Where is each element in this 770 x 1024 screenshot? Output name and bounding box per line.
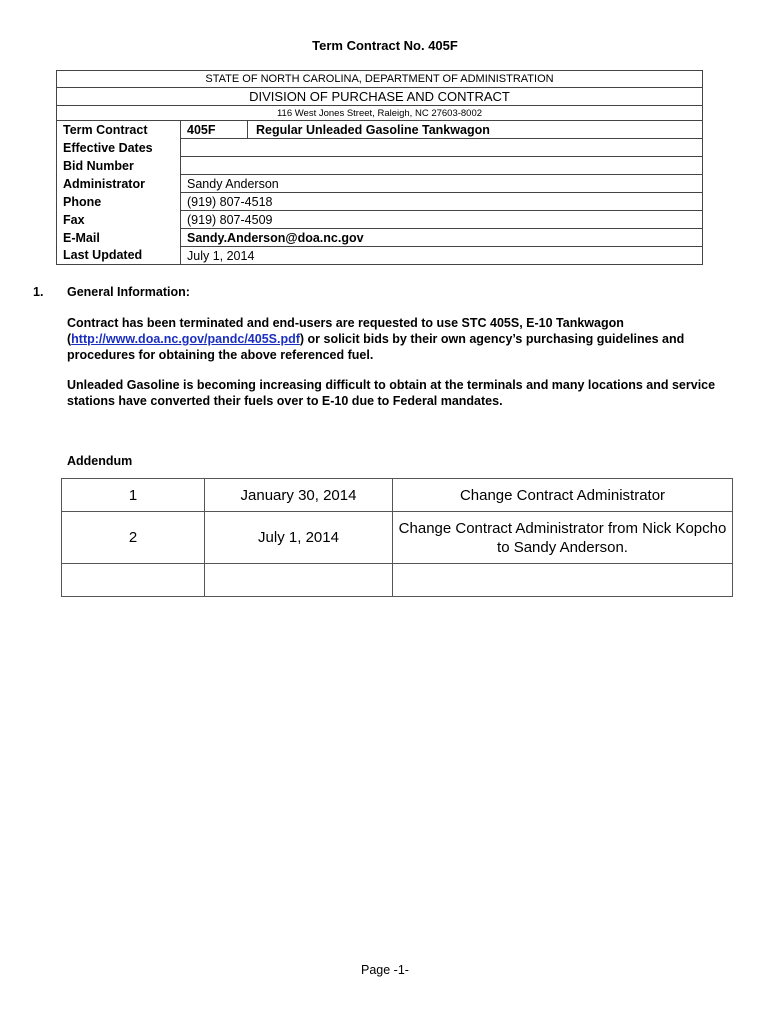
last-updated-value: July 1, 2014 — [181, 247, 703, 265]
addendum-description: Change Contract Administrator — [393, 479, 733, 512]
section-heading — [33, 285, 190, 299]
phone-value: (919) 807-4518 — [181, 193, 703, 211]
gasoline-availability-paragraph: Unleaded Gasoline is becoming increasing difficult to obtain at the terminals and many locations and service stations have converted their fuels over to E-10 due to Federal mandates. — [67, 378, 716, 408]
email-label: E-Mail — [57, 229, 181, 247]
administrator-label: Administrator — [57, 175, 181, 193]
addendum-date — [205, 564, 393, 597]
addendum-label: Addendum — [67, 454, 133, 468]
addendum-number: 2 — [62, 512, 205, 564]
addendum-description — [393, 564, 733, 597]
bid-number-label: Bid Number — [57, 157, 181, 175]
fax-value: (919) 807-4509 — [181, 211, 703, 229]
term-contract-description: Regular Unleaded Gasoline Tankwagon — [248, 121, 703, 139]
termination-paragraph — [67, 315, 717, 363]
header-state-line: STATE OF NORTH CAROLINA, DEPARTMENT OF ADMINISTRATION — [57, 71, 703, 88]
email-value: Sandy.Anderson@doa.nc.gov — [181, 229, 703, 247]
addendum-number: 1 — [62, 479, 205, 512]
effective-dates-value — [181, 139, 703, 157]
term-contract-label: Term Contract — [57, 121, 181, 139]
bid-number-value — [181, 157, 703, 175]
contract-info-table — [56, 70, 703, 265]
stc-405s-link[interactable]: http://www.doa.nc.gov/pandc/405S.pdf — [71, 332, 300, 346]
addendum-date: January 30, 2014 — [205, 479, 393, 512]
section-title: General Information: — [67, 285, 190, 299]
section-number: 1. — [33, 285, 44, 299]
addendum-date: July 1, 2014 — [205, 512, 393, 564]
termination-text-start: Contract has been terminated and end-users are requested to use STC 405S, E-10 Tankwagon ( — [67, 316, 624, 346]
addendum-row — [62, 512, 733, 564]
addendum-number — [62, 564, 205, 597]
header-address-line: 116 West Jones Street, Raleigh, NC 27603-8002 — [57, 106, 703, 121]
effective-dates-label: Effective Dates — [57, 139, 181, 157]
termination-text-end: ) or solicit bids by their own agency’s purchasing guidelines and procedures for obtaining the above referenced fuel. — [67, 332, 685, 362]
administrator-value: Sandy Anderson — [181, 175, 703, 193]
addendum-row — [62, 479, 733, 512]
fax-label: Fax — [57, 211, 181, 229]
phone-label: Phone — [57, 193, 181, 211]
addendum-row — [62, 564, 733, 597]
page-title: Term Contract No. 405F — [312, 38, 458, 53]
page-number: Page -1- — [361, 963, 409, 977]
addendum-table — [61, 478, 733, 597]
addendum-description: Change Contract Administrator from Nick Kopcho to Sandy Anderson. — [393, 512, 733, 564]
term-contract-code: 405F — [181, 121, 248, 139]
last-updated-label: Last Updated — [57, 247, 181, 265]
header-division-line: DIVISION OF PURCHASE AND CONTRACT — [57, 88, 703, 106]
